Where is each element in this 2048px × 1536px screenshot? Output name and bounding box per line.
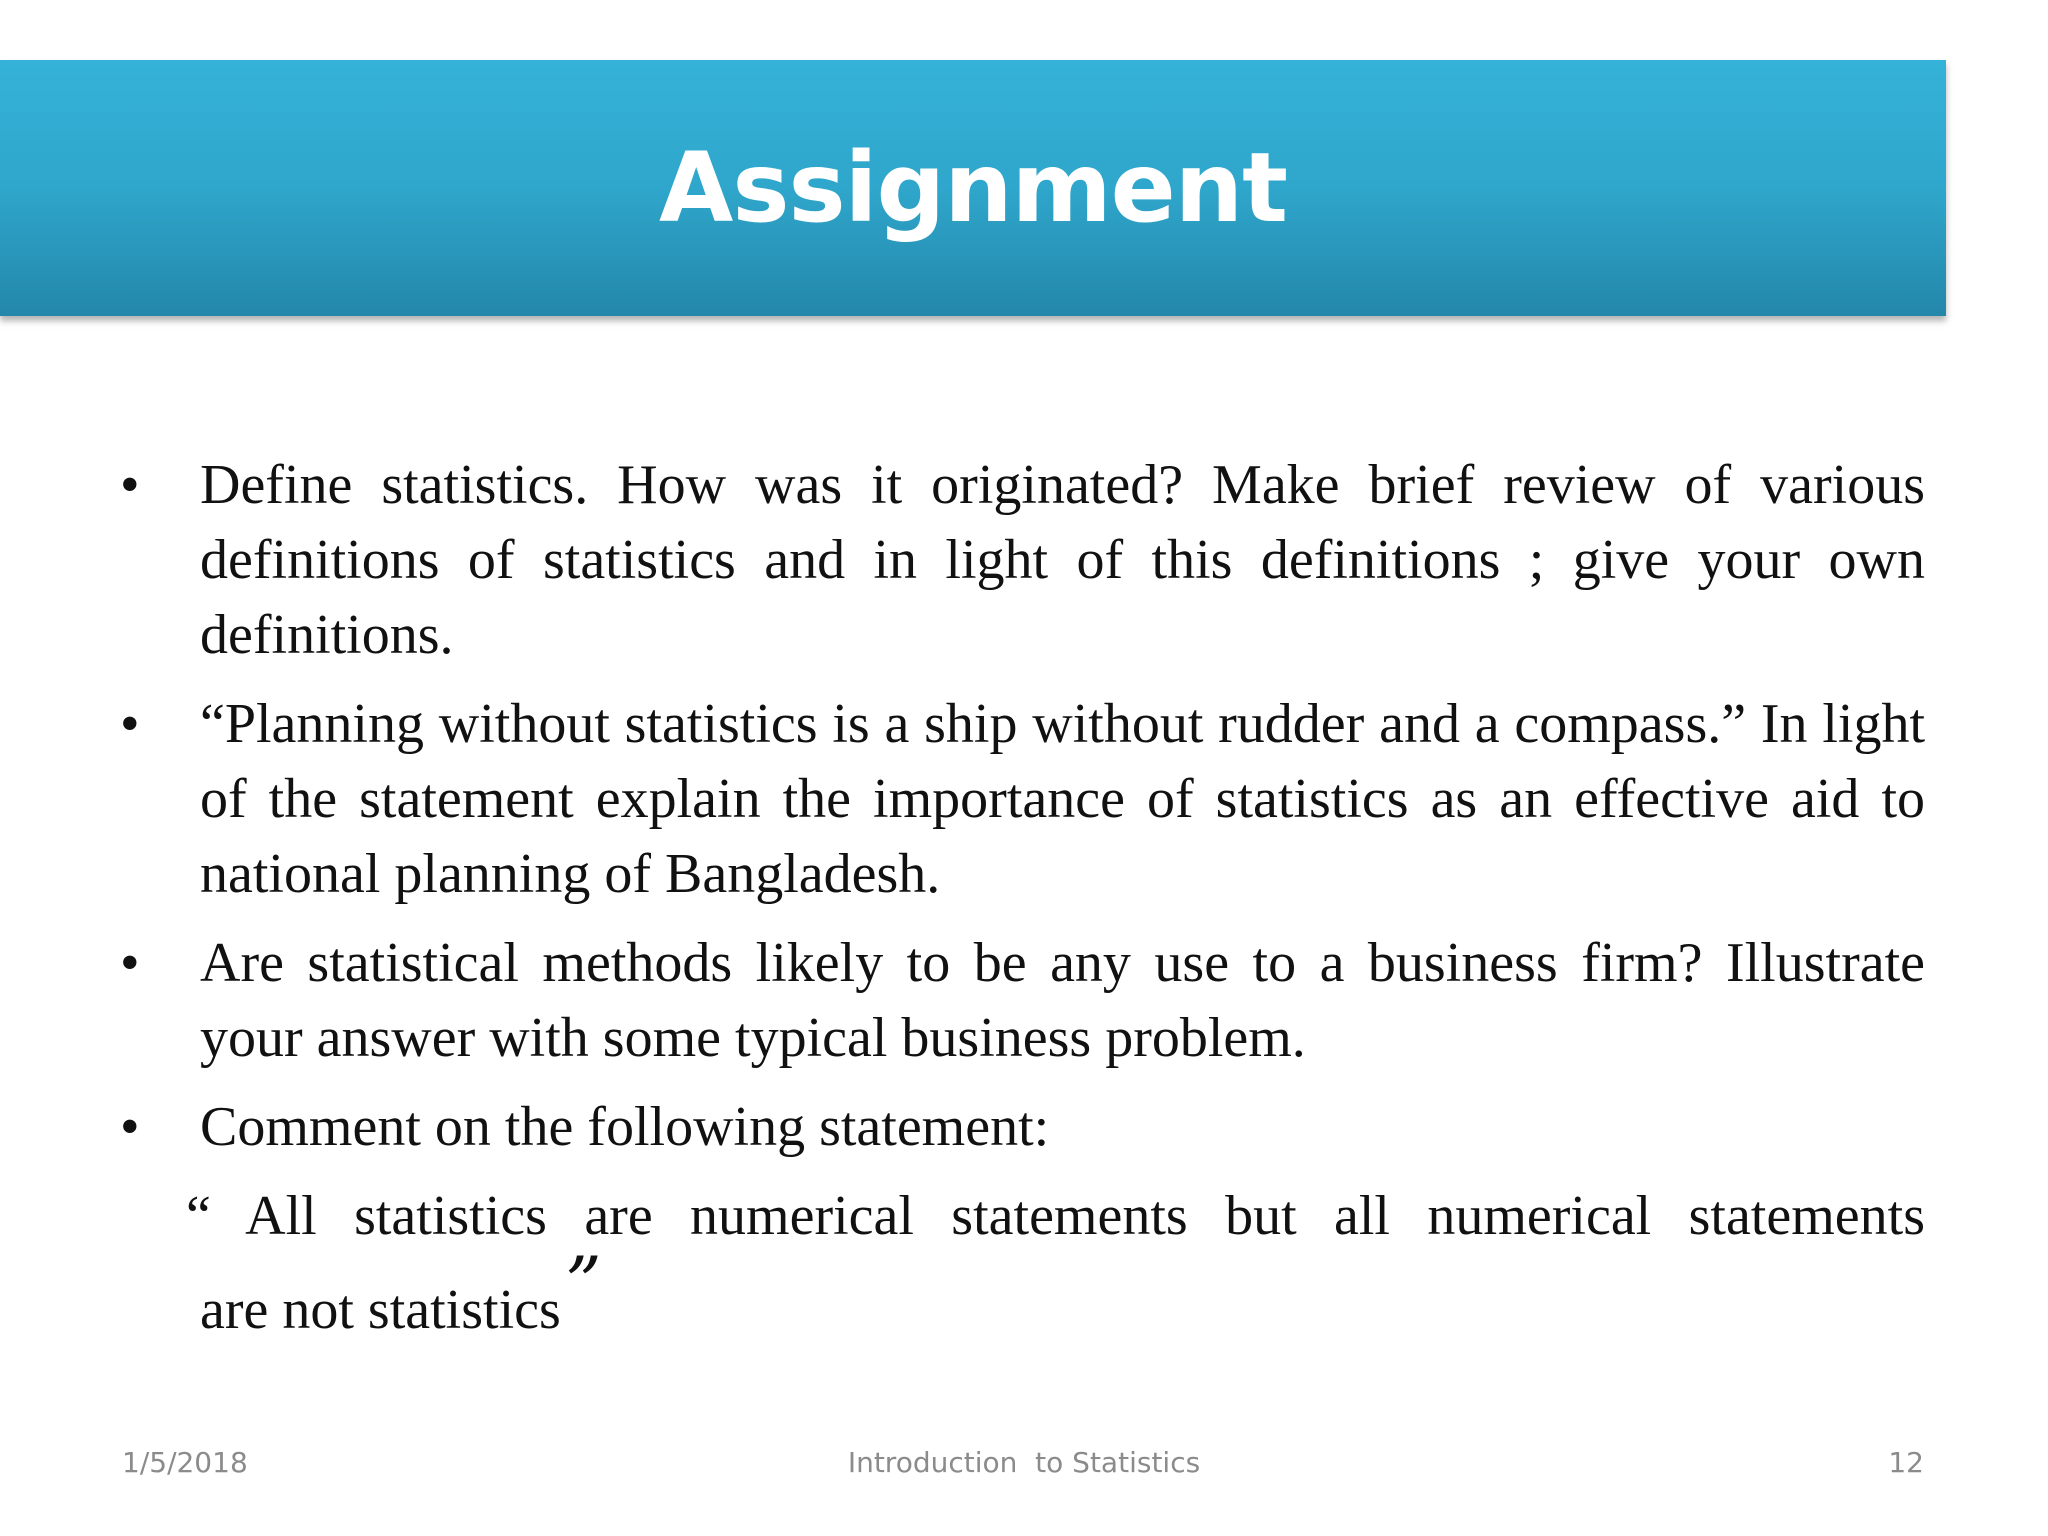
title-banner [0,60,1946,316]
quote-line-2 [110,1241,1925,1348]
open-quote-mark: “ [186,1185,211,1247]
slide-title: Assignment [659,132,1287,244]
quote-text-1: All statistics are numerical statements but all numerical statements [245,1185,1925,1247]
bullet-item [110,687,1925,912]
bullet-item [110,1090,1925,1165]
bullet-text: Comment on the following statement: [200,1096,1050,1158]
bullet-dot-icon: • [120,454,140,516]
bullet-dot-icon: • [120,1096,140,1158]
bullet-text: Define statistics. How was it originated? Make brief review of various definitions of statistics and in light of this definitions ; give your own definitions. [200,454,1925,666]
bullet-text: Are statistical methods likely to be any use to a business firm? Illustrate your answer with some typical business problem. [200,932,1925,1069]
bullet-dot-icon: • [120,693,140,755]
footer-title: Introduction to Statistics [847,1446,1201,1479]
close-quote-mark: ” [564,1241,602,1325]
quote-text-2: are not statistics [200,1279,561,1341]
bullet-dot-icon: • [120,932,140,994]
quote-line-1 [110,1179,1925,1254]
footer-page-number: 12 [1888,1446,1924,1479]
slide-body [110,448,1925,1348]
bullet-text: “Planning without statistics is a ship without rudder and a compass.” In light of the statement explain the importance of statistics as an effective aid to national planning of Bangladesh. [200,693,1925,905]
footer-date: 1/5/2018 [122,1446,248,1479]
bullet-item [110,448,1925,673]
bullet-item [110,926,1925,1076]
